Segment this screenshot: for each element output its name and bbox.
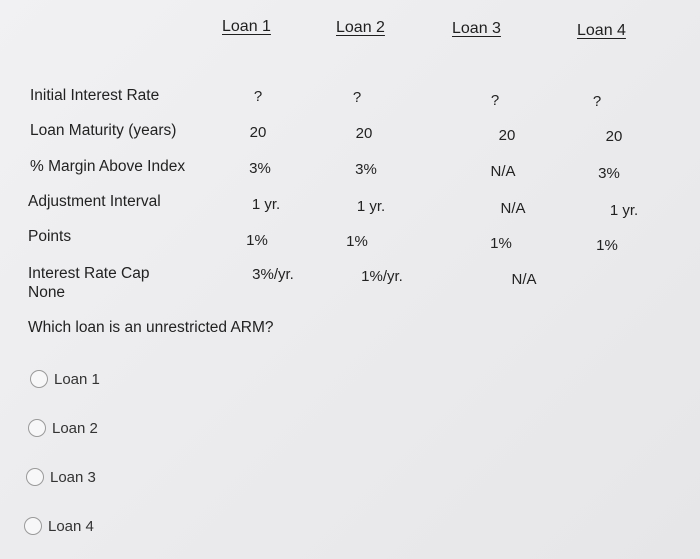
radio-button[interactable] — [28, 419, 46, 437]
cell-loan2-adjustment: 1 yr. — [356, 198, 386, 215]
column-header-loan-2: Loan 2 — [336, 19, 385, 36]
radio-button[interactable] — [24, 517, 42, 535]
cell-loan3-adjustment: N/A — [500, 200, 526, 217]
option-label: Loan 4 — [48, 517, 94, 535]
cell-loan3-maturity: 20 — [498, 127, 516, 144]
cell-loan1-points: 1% — [246, 232, 268, 249]
row-label-interest-rate-cap-none: None — [28, 284, 66, 301]
option-loan-2[interactable] — [28, 419, 98, 437]
row-label-points: Points — [28, 228, 72, 245]
radio-button[interactable] — [26, 468, 44, 486]
cell-loan2-maturity: 20 — [355, 125, 373, 142]
radio-button[interactable] — [30, 370, 48, 388]
cell-loan2-margin: 3% — [355, 161, 377, 178]
cell-loan2-points: 1% — [346, 233, 368, 250]
cell-loan1-cap: 3%/yr. — [252, 266, 294, 283]
cell-loan4-points: 1% — [596, 237, 618, 254]
column-header-loan-3: Loan 3 — [452, 20, 501, 37]
cell-loan1-margin: 3% — [249, 160, 271, 177]
cell-loan3-initial-rate: ? — [490, 92, 500, 109]
column-header-loan-4: Loan 4 — [577, 22, 626, 39]
question-text: Which loan is an unrestricted ARM? — [28, 319, 274, 336]
option-label: Loan 2 — [52, 419, 98, 437]
cell-loan3-cap: N/A — [511, 271, 537, 288]
cell-loan4-maturity: 20 — [605, 128, 623, 145]
option-loan-3[interactable] — [26, 468, 96, 486]
option-label: Loan 3 — [50, 468, 96, 486]
cell-loan2-initial-rate: ? — [352, 89, 362, 106]
row-label-adjustment-interval: Adjustment Interval — [28, 193, 161, 210]
cell-loan4-margin: 3% — [598, 165, 620, 182]
cell-loan1-initial-rate: ? — [253, 88, 263, 105]
column-header-loan-1: Loan 1 — [222, 18, 271, 35]
cell-loan3-margin: N/A — [490, 163, 516, 180]
cell-loan1-maturity: 20 — [249, 124, 267, 141]
row-label-interest-rate-cap: Interest Rate Cap — [28, 265, 150, 282]
option-loan-1[interactable] — [30, 370, 100, 388]
row-label-initial-interest-rate: Initial Interest Rate — [30, 87, 160, 104]
row-label-margin-above-index: % Margin Above Index — [30, 158, 186, 175]
cell-loan4-initial-rate: ? — [592, 93, 602, 110]
row-label-loan-maturity: Loan Maturity (years) — [30, 122, 177, 139]
cell-loan2-cap: 1%/yr. — [361, 268, 403, 285]
option-loan-4[interactable] — [24, 517, 94, 535]
option-label: Loan 1 — [54, 370, 100, 388]
cell-loan1-adjustment: 1 yr. — [251, 196, 281, 213]
cell-loan3-points: 1% — [490, 235, 512, 252]
cell-loan4-adjustment: 1 yr. — [609, 202, 639, 219]
